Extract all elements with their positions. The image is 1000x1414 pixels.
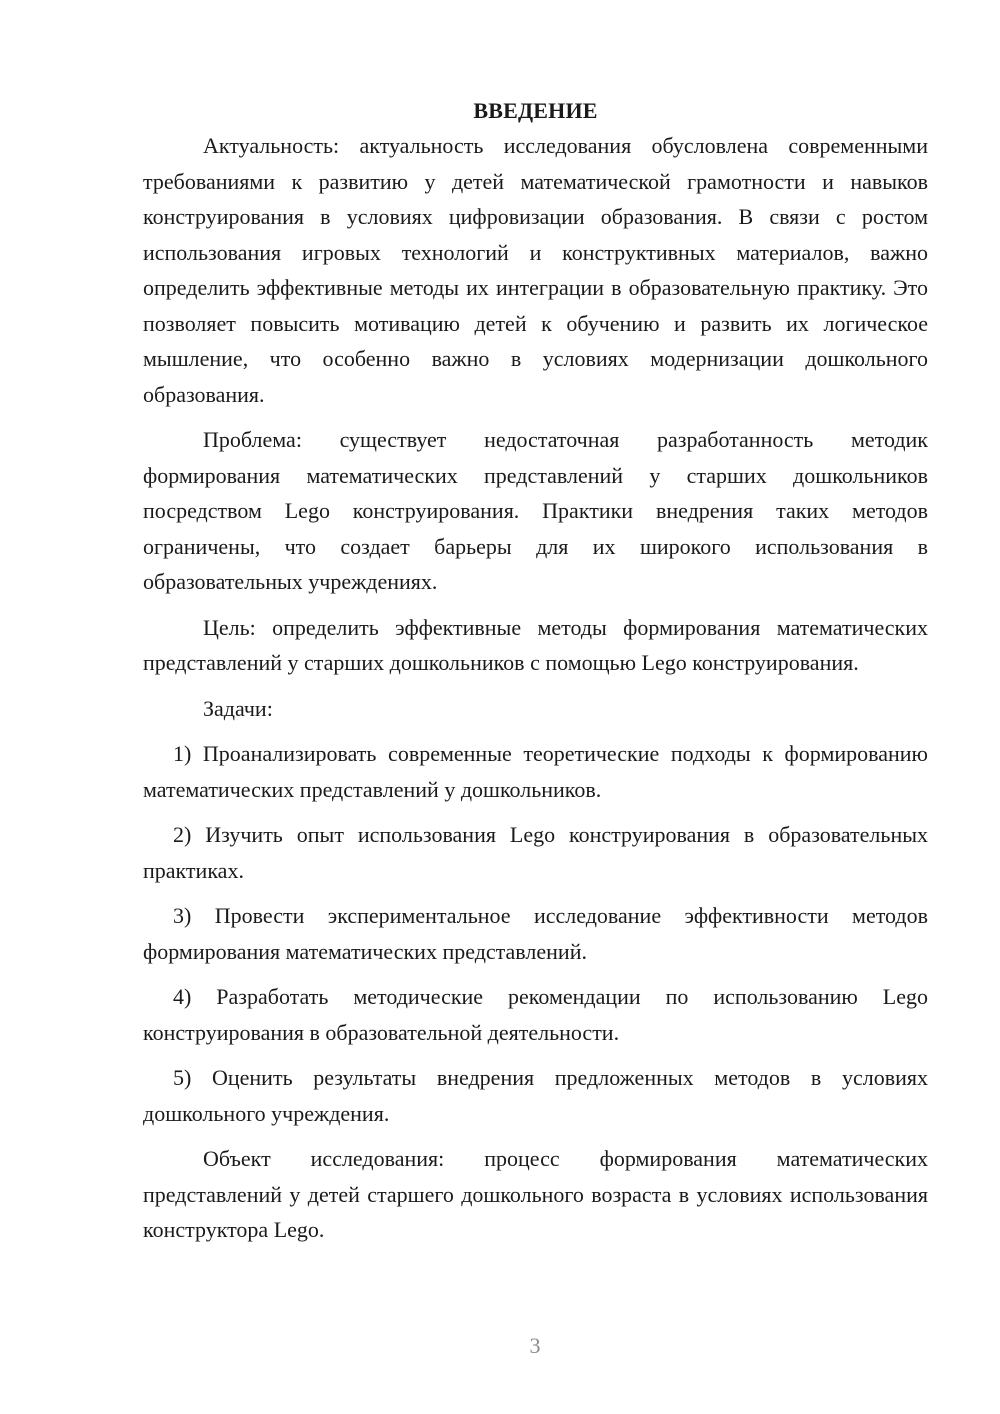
tasks-heading: Задачи: [203, 695, 273, 721]
paragraph-relevance: Актуальность: актуальность исследования обусловлена современными требованиями к развитию у детей математической грамотности и навыков конструирования в условиях цифровизации образования. В связи с ростом использования игровых технологий и конструктивных материалов, важно определить эффективные методы их интеграции в образовательную практику. Это позволяет повысить мотивацию детей к обучению и развить их логическое мышление, что особенно важно в условиях модернизации дошкольного образования. [143, 133, 928, 407]
task-item-3: 3) Провести экспериментальное исследование эффективности методов формирования математических представлений. [143, 903, 928, 964]
task-item-2: 2) Изучить опыт использования Lego конструирования в образовательных практиках. [143, 822, 928, 883]
task-item-4: 4) Разработать методические рекомендации по использованию Lego конструирования в образовательной деятельности. [143, 984, 928, 1045]
page-number: 3 [529, 1333, 541, 1358]
paragraph-object: Объект исследования: процесс формирования математических представлений у детей старшего дошкольного возраста в условиях использования конструктора Lego. [143, 1146, 928, 1242]
task-item-5: 5) Оценить результаты внедрения предложенных методов в условиях дошкольного учреждения. [143, 1065, 928, 1126]
page-title: ВВЕДЕНИЕ [473, 98, 598, 123]
paragraph-problem: Проблема: существует недостаточная разработанность методик формирования математических представлений у старших дошкольников посредством Lego конструирования. Практики внедрения таких методов ограничены, что создает барьеры для их широкого использования в образовательных учреждениях. [143, 427, 928, 594]
paragraph-goal: Цель: определить эффективные методы формирования математических представлений у старших дошкольников с помощью Lego конструирования. [143, 614, 928, 675]
task-item-1: 1) Проанализировать современные теоретические подходы к формированию математических представлений у дошкольников. [143, 741, 928, 802]
page-content [143, 93, 928, 1248]
